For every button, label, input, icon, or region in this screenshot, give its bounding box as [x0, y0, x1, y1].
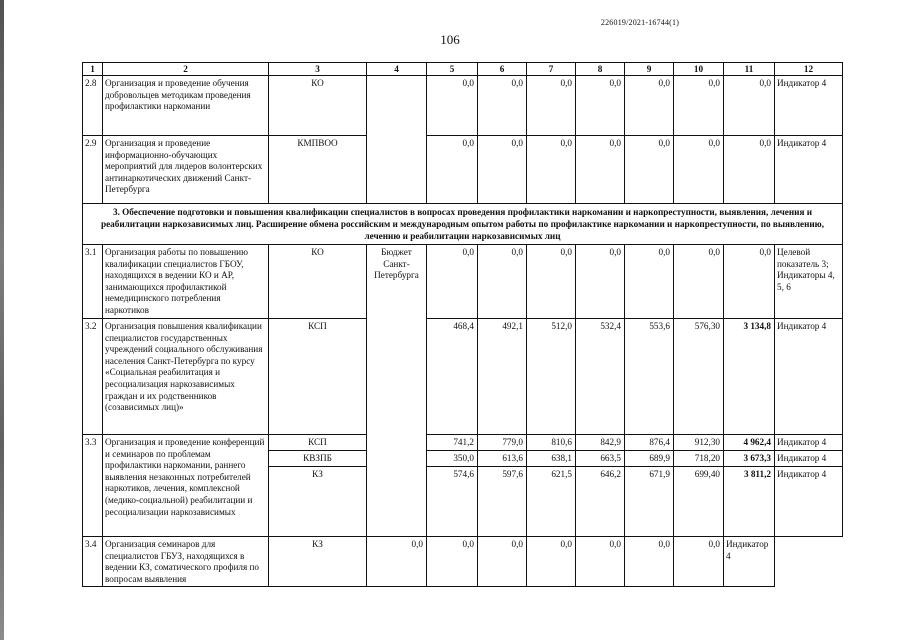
value-cell: 699,40: [674, 467, 724, 537]
activity-name: Организация и проведение конференций и семинаров по проблемам профилактики наркомании, раннего выявления незаконных потребителей наркотиков, лечения, комплексной (медико-социальной) реабилитации и ресоциализации наркозависимых: [103, 435, 269, 537]
value-cell: 492,1: [478, 319, 527, 435]
value-cell: 0,0: [674, 76, 724, 136]
header-cell: 5: [427, 63, 478, 76]
executor: КЗ: [269, 467, 367, 537]
header-cell: 12: [775, 63, 843, 76]
value-cell: 553,6: [625, 319, 674, 435]
value-cell: 671,9: [625, 467, 674, 537]
section-row: [83, 204, 843, 245]
indicator-cell: Индикатор 4: [775, 76, 843, 136]
total-cell: 0,0: [674, 537, 724, 587]
indicator-cell: Индикатор 4: [724, 537, 775, 587]
value-cell: 0,0: [576, 136, 625, 204]
value-cell: 0,0: [625, 136, 674, 204]
row-number: 2.9: [83, 136, 103, 204]
value-cell: 574,6: [427, 467, 478, 537]
indicator-cell: Индикатор 4: [775, 435, 843, 451]
header-cell: 8: [576, 63, 625, 76]
value-cell: 0,0: [427, 245, 478, 319]
header-cell: 9: [625, 63, 674, 76]
activity-name: Организация работы по повышению квалификации специалистов ГБОУ, находящихся в ведении КО и АР, занимающихся профилактикой немедицинского потребления наркотиков: [103, 245, 269, 319]
table-row: [83, 245, 843, 319]
value-cell: 0,0: [367, 537, 427, 587]
header-cell: 11: [724, 63, 775, 76]
value-cell: 0,0: [625, 245, 674, 319]
value-cell: 0,0: [576, 537, 625, 587]
executor: КО: [269, 76, 367, 136]
value-cell: 0,0: [527, 245, 576, 319]
header-cell: 7: [527, 63, 576, 76]
table-row: [83, 319, 843, 435]
value-cell: 718,20: [674, 451, 724, 467]
document-number: 226019/2021-16744(1): [600, 18, 680, 27]
value-cell: 0,0: [427, 76, 478, 136]
value-cell: 689,9: [625, 451, 674, 467]
row-number: 3.1: [83, 245, 103, 319]
value-cell: 0,0: [478, 245, 527, 319]
value-cell: 0,0: [478, 76, 527, 136]
value-cell: 613,6: [478, 451, 527, 467]
value-cell: 597,6: [478, 467, 527, 537]
value-cell: 810,6: [527, 435, 576, 451]
total-cell: 3 811,2: [724, 467, 775, 537]
table-row: [83, 435, 843, 451]
header-cell: 3: [269, 63, 367, 76]
indicator-cell: Индикатор 4: [775, 451, 843, 467]
value-cell: 0,0: [427, 537, 478, 587]
value-cell: 0,0: [478, 537, 527, 587]
value-cell: 350,0: [427, 451, 478, 467]
header-cell: 10: [674, 63, 724, 76]
row-number: 2.8: [83, 76, 103, 136]
value-cell: 646,2: [576, 467, 625, 537]
value-cell: 0,0: [625, 537, 674, 587]
executor: КО: [269, 245, 367, 319]
value-cell: 0,0: [625, 76, 674, 136]
total-cell: 0,0: [724, 136, 775, 204]
indicator-cell: Индикатор 4: [775, 319, 843, 435]
indicator-cell: Целевой показатель 3; Индикаторы 4, 5, 6: [775, 245, 843, 319]
executor: КСП: [269, 435, 367, 451]
header-cell: 2: [103, 63, 269, 76]
program-table: [82, 62, 843, 587]
section-heading: 3. Обеспечение подготовки и повышения квалификации специалистов в вопросах проведения профилактики наркомании и наркопреступности, выявления, лечения и реабилитации наркозависимых лиц. Расширение обмена российским и международным опытом работы по профилактике наркомании и наркопреступности, по выявлению, лечению и реабилитации наркозависимых лиц: [83, 204, 843, 245]
value-cell: 876,4: [625, 435, 674, 451]
header-cell: 4: [367, 63, 427, 76]
total-cell: 0,0: [724, 76, 775, 136]
activity-name: Организация и проведение информационно-обучающих мероприятий для лидеров волонтерских антинаркотических движений Санкт-Петербурга: [103, 136, 269, 204]
total-cell: 3 673,3: [724, 451, 775, 467]
executor: КСП: [269, 319, 367, 435]
value-cell: 912,30: [674, 435, 724, 451]
value-cell: 0,0: [427, 136, 478, 204]
header-cell: 1: [83, 63, 103, 76]
table-row: [83, 76, 843, 136]
scan-edge: [0, 0, 4, 640]
header-row: [83, 63, 843, 76]
value-cell: 663,5: [576, 451, 625, 467]
funding-source: [367, 76, 427, 204]
indicator-cell: Индикатор 4: [775, 467, 843, 537]
value-cell: 0,0: [478, 136, 527, 204]
value-cell: 842,9: [576, 435, 625, 451]
table-row: [83, 537, 843, 587]
table-row: [83, 136, 843, 204]
executor: КВЗПБ: [269, 451, 367, 467]
value-cell: 0,0: [674, 245, 724, 319]
total-cell: 3 134,8: [724, 319, 775, 435]
activity-name: Организация и проведение обучения добровольцев методикам проведения профилактики наркомании: [103, 76, 269, 136]
value-cell: 0,0: [576, 245, 625, 319]
value-cell: 638,1: [527, 451, 576, 467]
activity-name: Организация семинаров для специалистов ГБУЗ, находящихся в ведении КЗ, соматического профиля по вопросам выявления: [103, 537, 269, 587]
total-cell: 4 962,4: [724, 435, 775, 451]
header-cell: 6: [478, 63, 527, 76]
value-cell: 512,0: [527, 319, 576, 435]
row-number: 3.4: [83, 537, 103, 587]
value-cell: 0,0: [527, 136, 576, 204]
value-cell: 741,2: [427, 435, 478, 451]
value-cell: 0,0: [527, 537, 576, 587]
indicator-cell: Индикатор 4: [775, 136, 843, 204]
executor: КЗ: [269, 537, 367, 587]
value-cell: 0,0: [576, 76, 625, 136]
value-cell: 532,4: [576, 319, 625, 435]
value-cell: 0,0: [674, 136, 724, 204]
value-cell: 621,5: [527, 467, 576, 537]
page-number: 106: [440, 32, 460, 47]
total-cell: 0,0: [724, 245, 775, 319]
executor: КМПВОО: [269, 136, 367, 204]
activity-name: Организация повышения квалификации специалистов государственных учреждений социального обслуживания населения Санкт-Петербурга по курсу «Социальная реабилитация и ресоциализация наркозависимых граждан и их родственников (созависимых лиц)»: [103, 319, 269, 435]
row-number: 3.3: [83, 435, 103, 537]
row-number: 3.2: [83, 319, 103, 435]
funding-source: Бюджет Санкт-Петербурга: [367, 245, 427, 537]
value-cell: 0,0: [527, 76, 576, 136]
value-cell: 779,0: [478, 435, 527, 451]
value-cell: 576,30: [674, 319, 724, 435]
value-cell: 468,4: [427, 319, 478, 435]
